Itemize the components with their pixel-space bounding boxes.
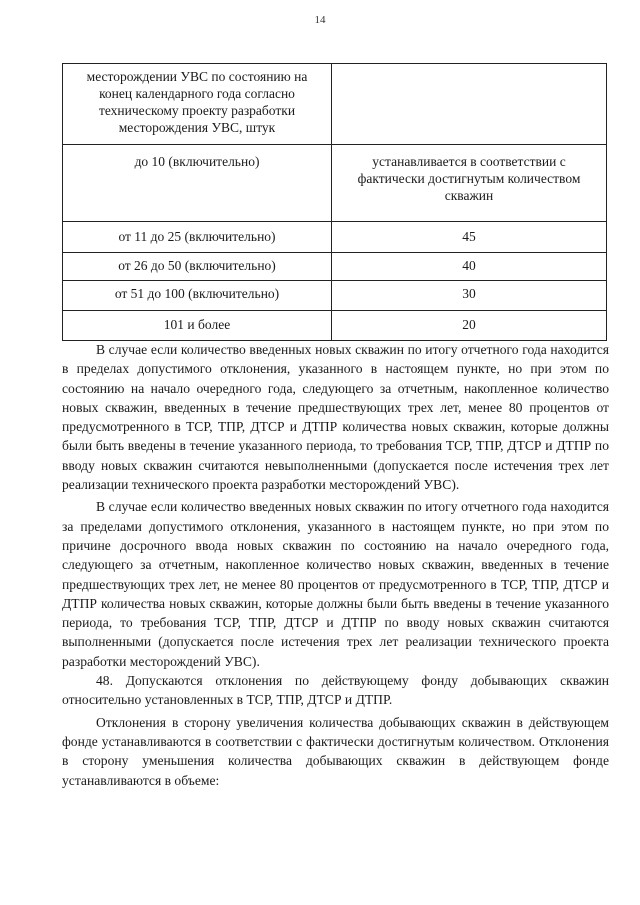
table-cell-value: 45	[332, 222, 607, 253]
deviation-table	[62, 63, 607, 341]
table-cell-value: 20	[332, 311, 607, 341]
paragraph: В случае если количество введенных новых скважин по итогу отчетного года находится в пределах допустимого отклонения, указанного в настоящем пункте, но при этом по состоянию на начало очередного года, следующего за отчетным, накопленное количество новых скважин, введенных в течение предшествующих трех лет, менее 80 процентов от предусмотренного в ТСР, ТПР, ДТСР и ДТПР количества новых скважин, которые должны были быть введены в течение указанного периода, то требования ТСР, ТПР, ДТСР и ДТПР по вводу новых скважин считаются невыполненными (допускается после истечения трех лет реализации технического проекта разработки месторождений УВС).	[62, 342, 609, 493]
document-body	[62, 340, 609, 790]
paragraph: Отклонения в сторону увеличения количества добывающих скважин в действующем фонде устанавливаются в соответствии с фактически достигнутым количеством. Отклонения в сторону уменьшения количества добывающих скважин в действующем фонде устанавливаются в объеме:	[62, 714, 609, 788]
table-row	[63, 222, 607, 253]
table-row	[63, 64, 607, 145]
table-cell-value: 30	[332, 281, 607, 311]
table-row	[63, 253, 607, 281]
table-cell-criterion: от 11 до 25 (включительно)	[63, 222, 332, 253]
paragraph: 48. Допускаются отклонения по действующему фонду добывающих скважин относительно установленных в ТСР, ТПР, ДТСР и ДТПР.	[62, 673, 609, 708]
table-cell-value: 40	[332, 253, 607, 281]
table-cell-criterion: от 26 до 50 (включительно)	[63, 253, 332, 281]
paragraph: В случае если количество введенных новых скважин по итогу отчетного года находится за пределами допустимого отклонения, указанного в настоящем пункте, но при этом по причине досрочного ввода новых скважин по состоянию на начало очередного года, следующего за отчетным, накопленное количество новых скважин, введенных в течение предшествующих трех лет, не менее 80 процентов от предусмотренного в ТСР, ТПР, ДТСР и ДТПР количества новых скважин, которые должны были быть введены в течение указанного периода, то требования ТСР, ТПР, ДТСР и ДТПР по вводу новых скважин считаются выполненными (допускается после истечения трех лет реализации технического проекта разработки месторождений УВС).	[62, 499, 609, 669]
table-cell-criterion: до 10 (включительно)	[63, 145, 332, 222]
table-cell-criterion: 101 и более	[63, 311, 332, 341]
table-cell-value	[332, 64, 607, 145]
table-cell-criterion: месторождении УВС по состоянию на конец календарного года согласно техническому проекту разработки месторождения УВС, штук	[63, 64, 332, 145]
table-row	[63, 311, 607, 341]
table-row	[63, 145, 607, 222]
table-cell-criterion: от 51 до 100 (включительно)	[63, 281, 332, 311]
table-row	[63, 281, 607, 311]
page-number: 14	[314, 14, 326, 26]
table-cell-value: устанавливается в соответствии с фактически достигнутым количеством скважин	[332, 145, 607, 222]
